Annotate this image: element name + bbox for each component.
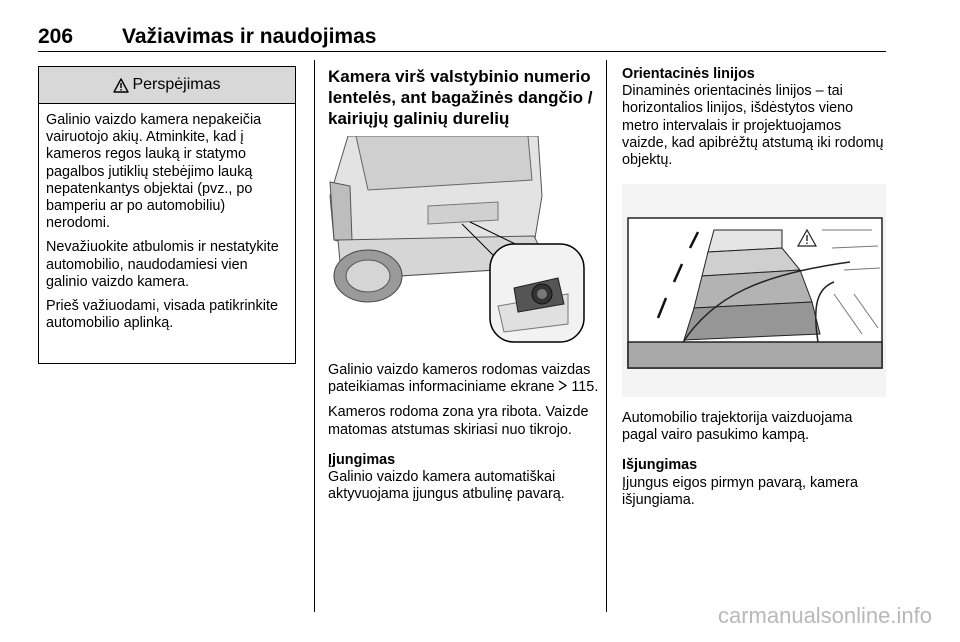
page-number: 206 [38,25,74,48]
warning-paragraph-2: Nevažiuokite atbulomis ir nestatykite automobilio, naudodamiesi vien galinio vaizdo kamera. [46,239,279,290]
warning-triangle-icon [113,78,129,93]
guidelines-paragraph: Dinaminės orientacinės linijos – tai horizontalios linijos, išdėstytos vieno metro intervalais ir projektuojamos vaizde, kad apibrėžtų atstumą iki rodomų objektų. [622,83,884,169]
deactivation-paragraph: Įjungus eigos pirmyn pavarą, kamera išjungiama. [622,474,858,508]
warning-header [39,67,295,104]
page-reference-number: 115 [571,379,595,396]
page-title: Važiavimas ir naudojimas [122,25,377,48]
middle-column [328,66,598,129]
warning-body [39,104,295,332]
activation-paragraph: Galinio vaizdo kamera automatiškai aktyvuojama įjungus atbulinę pavarą. [328,469,565,503]
warning-title: Perspėjimas [132,76,221,93]
header-rule [38,51,886,52]
warning-paragraph-3: Prieš važiuodami, visada patikrinkite automobilio aplinką. [46,298,278,332]
trajectory-paragraph: Automobilio trajektorija vaizduojama pagal vairo pasukimo kampą. [622,410,853,444]
page-reference-period: . [594,379,599,396]
guidelines-heading: Orientacinės linijos [622,66,755,82]
column-divider-left [314,60,315,612]
camera-display-paragraph [328,362,603,396]
warning-paragraph-1: Galinio vaizdo kamera nepakeičia vairuotojo akių. Atminkite, kad į kameros regos lauką ir statymo pagalbos jutiklių stebėjimo lauką nepatenkantys objektai (pvz., po bamperiu ar po automobiliu) nerodomi. [46,112,262,232]
right-column [622,66,890,169]
rear-camera-illustration [328,136,586,344]
camera-guidelines-diagram [622,184,886,397]
camera-location-heading: Kamera virš valstybinio numerio lentelės, ant bagažinės dangčio / kairiųjų galinių durelių [328,67,593,128]
camera-display-text: Galinio vaizdo kameros rodomas vaizdas pateikiamas informaciniame ekrane [328,362,591,396]
activation-heading: Įjungimas [328,451,396,468]
deactivation-heading: Išjungimas [622,457,698,474]
page-reference-arrow-icon [558,380,567,391]
column-divider-right [606,60,607,612]
middle-column-text [328,362,603,503]
right-column-text [622,410,890,509]
page-header [38,25,886,51]
warning-box [38,66,296,364]
watermark: carmanualsonline.info [717,603,932,628]
camera-zone-paragraph: Kameros rodoma zona yra ribota. Vaizde matomas atstumas skiriasi nuo tikrojo. [328,404,589,438]
